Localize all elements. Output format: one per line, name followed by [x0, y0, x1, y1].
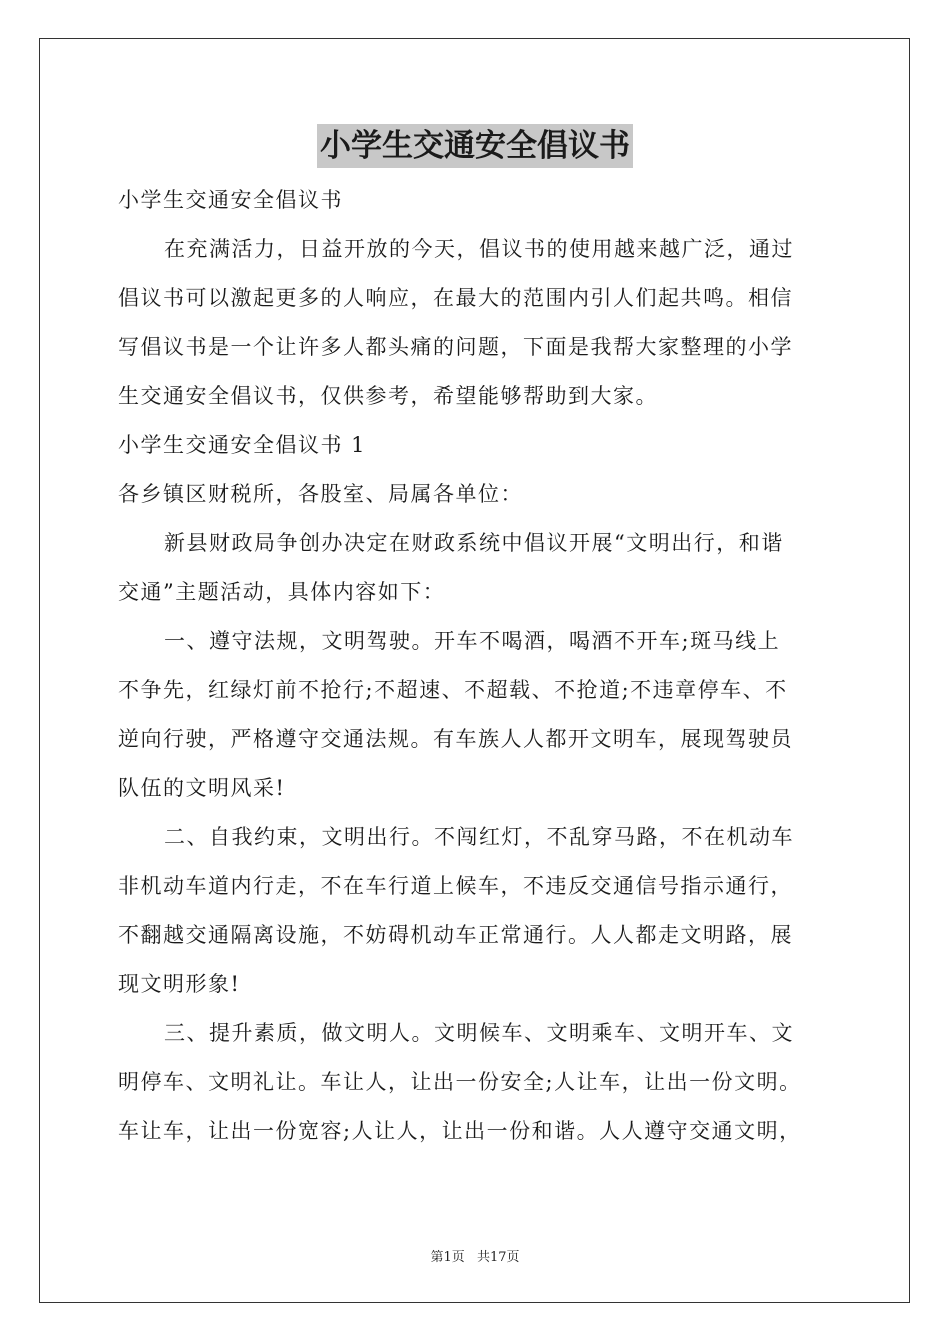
- document-body: [118, 176, 858, 1156]
- body-line: 小学生交通安全倡议书: [118, 188, 343, 212]
- body-line: 各乡镇区财税所，各股室、局属各单位：: [118, 482, 523, 506]
- page-number-current: 第1页: [430, 1250, 465, 1265]
- body-line: 逆向行驶，严格遵守交通法规。有车族人人都开文明车，展现驾驶员: [118, 727, 793, 751]
- document-title: 小学生交通安全倡议书: [317, 124, 633, 168]
- body-line: 小学生交通安全倡议书 1: [118, 433, 367, 457]
- body-line: 一、遵守法规，文明驾驶。开车不喝酒，喝酒不开车;斑马线上: [164, 629, 781, 653]
- title-container: [0, 124, 950, 168]
- page-footer: [0, 1246, 950, 1265]
- body-line: 新县财政局争创办决定在财政系统中倡议开展“文明出行，和谐: [164, 531, 784, 555]
- body-line: 非机动车道内行走，不在车行道上候车，不违反交通信号指示通行，: [118, 874, 793, 898]
- body-line: 不争先，红绿灯前不抢行;不超速、不超载、不抢道;不违章停车、不: [118, 678, 788, 702]
- body-line: 倡议书可以激起更多的人响应，在最大的范围内引人们起共鸣。相信: [118, 286, 793, 310]
- body-line: 三、提升素质，做文明人。文明候车、文明乘车、文明开车、文: [164, 1021, 794, 1045]
- page-number-total: 共17页: [476, 1250, 520, 1265]
- body-line: 明停车、文明礼让。车让人，让出一份安全;人让车，让出一份文明。: [118, 1070, 802, 1094]
- body-line: 交通”主题活动，具体内容如下：: [118, 580, 446, 604]
- body-line: 写倡议书是一个让许多人都头痛的问题，下面是我帮大家整理的小学: [118, 335, 793, 359]
- body-line: 队伍的文明风采!: [118, 776, 286, 800]
- body-line: 在充满活力，日益开放的今天，倡议书的使用越来越广泛，通过: [164, 237, 794, 261]
- body-line: 现文明形象!: [118, 972, 241, 996]
- body-line: 生交通安全倡议书，仅供参考，希望能够帮助到大家。: [118, 384, 658, 408]
- body-line: 不翻越交通隔离设施，不妨碍机动车正常通行。人人都走文明路，展: [118, 923, 793, 947]
- body-line: 二、自我约束，文明出行。不闯红灯，不乱穿马路，不在机动车: [164, 825, 794, 849]
- body-line: 车让车，让出一份宽容;人让人，让出一份和谐。人人遵守交通文明，: [118, 1119, 802, 1143]
